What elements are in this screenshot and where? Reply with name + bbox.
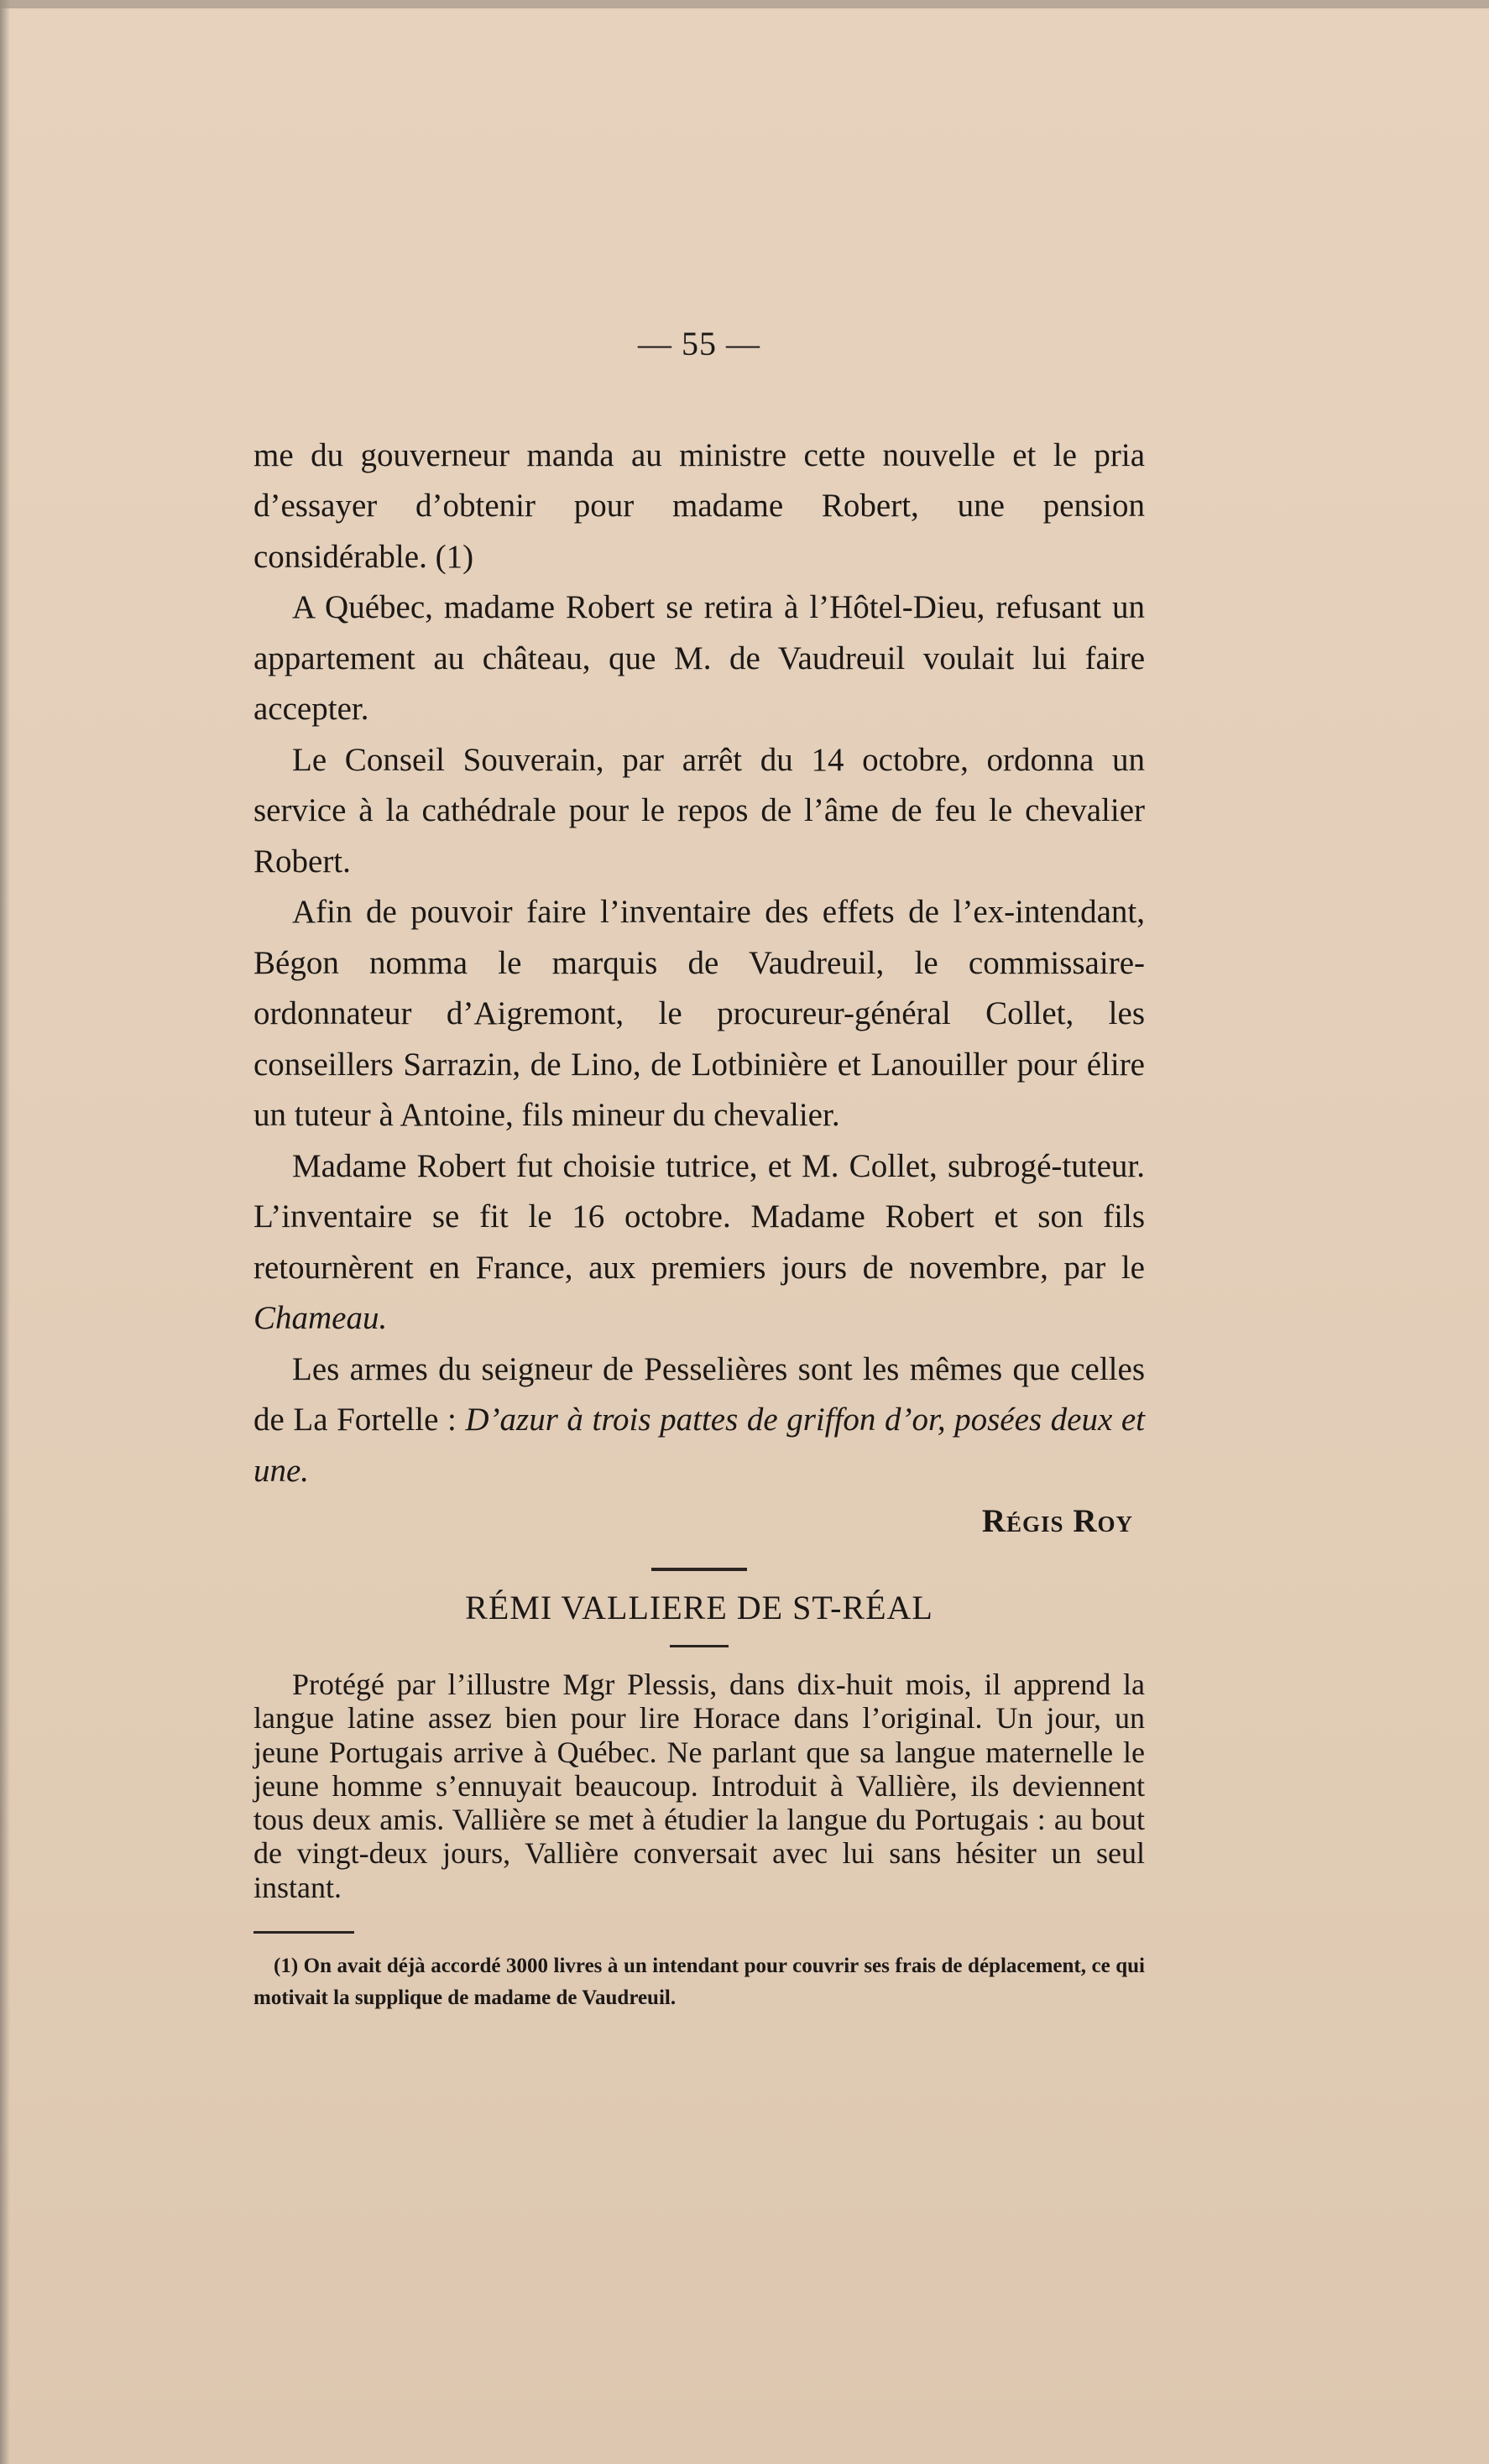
section-rule-top — [651, 1568, 747, 1571]
text-block — [253, 319, 1145, 2014]
page-number: — 55 — — [638, 325, 760, 363]
paragraph-5-text: Madame Robert fut choisie tutrice, et M. Collet, subrogé-tuteur. L’inventaire se fit le 16 octobre. Madame Robert et son fils retournèrent en France, aux premiers jours de novembre, par le — [253, 1147, 1145, 1286]
section-rule-bottom — [670, 1645, 729, 1647]
paragraph-3: Le Conseil Souverain, par arrêt du 14 octobre, ordonna un service à la cathédrale pour le repos de l’âme de feu le chevalier Robert. — [253, 741, 1145, 880]
paragraph-4: Afin de pouvoir faire l’inventaire des effets de l’ex-intendant, Bégon nomma le marquis de Vaudreuil, le commissaire-ordonnateur d’Aigremont, le procureur-général Collet, les conseillers Sarrazin, de Lino, de Lotbinière et Lanouiller pour élire un tuteur à Antoine, fils mineur du chevalier. — [253, 894, 1145, 1133]
section-paragraph: Protégé par l’illustre Mgr Plessis, dans dix-huit mois, il apprend la langue latine assez bien pour lire Horace dans l’original. Un jour, un jeune Portugais arrive à Québec. Ne parlant que sa langue maternelle le jeune homme s’ennuyait beaucoup. Introduit à Vallière, ils deviennent tous deux amis. Vallière se met à étudier la langue du Portugais : au bout de vingt-deux jours, Vallière conversait avec lui sans hésiter un seul instant. — [253, 1668, 1145, 1904]
paragraph-1: me du gouverneur manda au ministre cette nouvelle et le pria d’essayer d’obtenir pour madame Robert, une pension considérable. (1) — [253, 436, 1145, 575]
paragraph-arms — [253, 1344, 1145, 1497]
footnote: (1) On avait déjà accordé 3000 livres à un intendant pour couvrir ses frais de déplacement, ce qui motivait la supplique de madame de Vaudreuil. — [253, 1955, 1145, 2010]
page-left-edge — [0, 0, 10, 2464]
ship-name: Chameau. — [253, 1300, 388, 1336]
arms-blazon: D’azur à trois pattes de griffon d’or, posées deux et une. — [253, 1402, 1146, 1489]
paragraph-2: A Québec, madame Robert se retira à l’Hôtel-Dieu, refusant un appartement au château, que M. de Vaudreuil voulait lui faire accepter. — [253, 589, 1145, 727]
paragraph-5 — [253, 1141, 1145, 1344]
section-title: RÉMI VALLIERE DE ST-RÉAL — [465, 1588, 933, 1626]
footnote-rule — [253, 1931, 354, 1934]
signature: Régis Roy — [981, 1503, 1133, 1539]
arms-text: Les armes du seigneur de Pesselières sont les mêmes que celles de La Fortelle : — [253, 1350, 1145, 1438]
page-top-edge — [0, 0, 1489, 8]
